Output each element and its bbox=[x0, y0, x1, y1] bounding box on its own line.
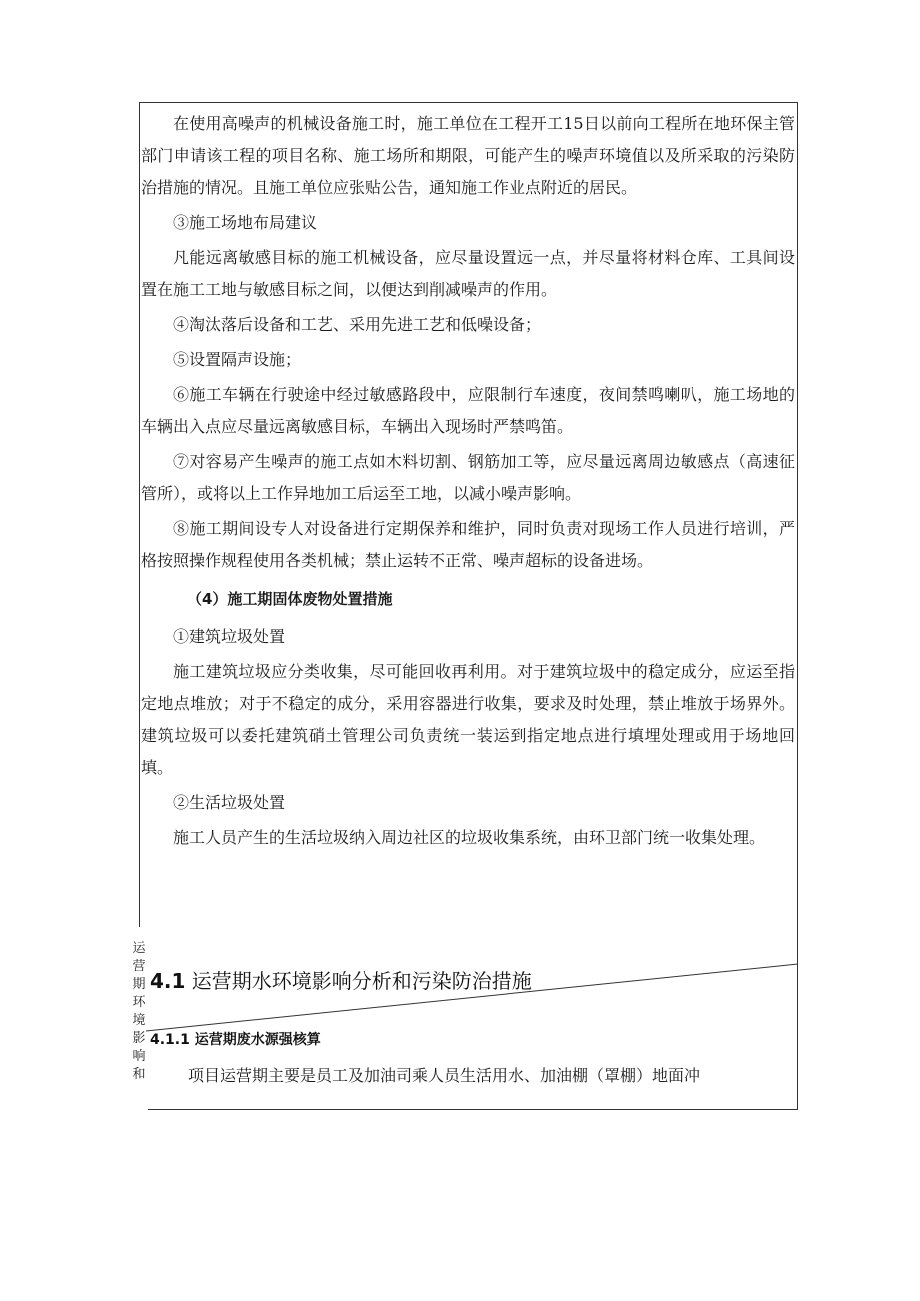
section-number: 4.1 bbox=[150, 969, 186, 993]
side-label: 运营期环境影响和 bbox=[132, 941, 146, 1082]
subheading-solid-waste: （4）施工期固体废物处置措施 bbox=[187, 590, 393, 608]
table-bottom-border bbox=[148, 1109, 798, 1110]
paragraph-site-layout: 凡能远离敏感目标的施工机械设备，应尽量设置远一点，并尽量将材料仓库、工具间设置在施工工地与敏感目标之间，以便达到削减噪声的作用。 bbox=[141, 248, 795, 299]
item-sound-barrier: ⑤设置隔声设施； bbox=[173, 350, 302, 369]
subsection-heading bbox=[150, 1029, 321, 1049]
paragraph-construction-waste: 施工建筑垃圾应分类收集，尽可能回收再利用。对于建筑垃圾中的稳定成分，应运至指定地点堆放；对于不稳定的成分，采用容器进行收集，要求及时处理，禁止堆放于场界外。建筑垃圾可以委托建筑硝土管理公司负责统一装运到指定地点进行填埋处理或用于场地回填。 bbox=[141, 662, 795, 777]
item-construction-waste: ①建筑垃圾处置 bbox=[173, 627, 286, 646]
subsection-number: 4.1.1 bbox=[150, 1032, 190, 1048]
item-domestic-waste: ②生活垃圾处置 bbox=[173, 793, 286, 812]
table-top-border bbox=[139, 102, 798, 103]
paragraph-domestic-waste: 施工人员产生的生活垃圾纳入周边社区的垃圾收集系统，由环卫部门统一收集处理。 bbox=[173, 828, 766, 847]
item-vehicles: ⑥施工车辆在行驶途中经过敏感路段中，应限制行车速度，夜间禁鸣喇叭，施工场地的车辆出入点应尽量远离敏感目标，车辆出入现场时严禁鸣笛。 bbox=[141, 385, 795, 436]
table-right-border bbox=[797, 102, 798, 1110]
item-equipment: ④淘汰落后设备和工艺、采用先进工艺和低噪设备； bbox=[173, 315, 542, 334]
subsection-title: 运营期废水源强核算 bbox=[194, 1032, 321, 1048]
section-title: 运营期水环境影响分析和污染防治措施 bbox=[191, 969, 532, 993]
item-site-layout: ③施工场地布局建议 bbox=[173, 213, 318, 232]
paragraph-noise-permit: 在使用高噪声的机械设备施工时，施工单位在工程开工15日以前向工程所在地环保主管部门申请该工程的项目名称、施工场所和期限，可能产生的噪声环境值以及所采取的污染防治措施的情况。且施工单位应张贴公告，通知施工作业点附近的居民。 bbox=[141, 114, 795, 197]
item-noise-points: ⑦对容易产生噪声的施工点如木料切割、钢筋加工等，应尽量远离周边敏感点（高速征管所），或将以上工作异地加工后运至工地，以减小噪声影响。 bbox=[141, 452, 795, 503]
paragraph-operation-water: 项目运营期主要是员工及加油司乘人员生活用水、加油棚（罩棚）地面冲 bbox=[188, 1066, 701, 1085]
section-heading bbox=[150, 965, 532, 994]
document-body bbox=[141, 108, 795, 854]
table-left-border bbox=[139, 102, 140, 927]
item-maintenance: ⑧施工期间设专人对设备进行定期保养和维护，同时负责对现场工作人员进行培训，严格按照操作规程使用各类机械；禁止运转不正常、噪声超标的设备进场。 bbox=[141, 519, 795, 570]
